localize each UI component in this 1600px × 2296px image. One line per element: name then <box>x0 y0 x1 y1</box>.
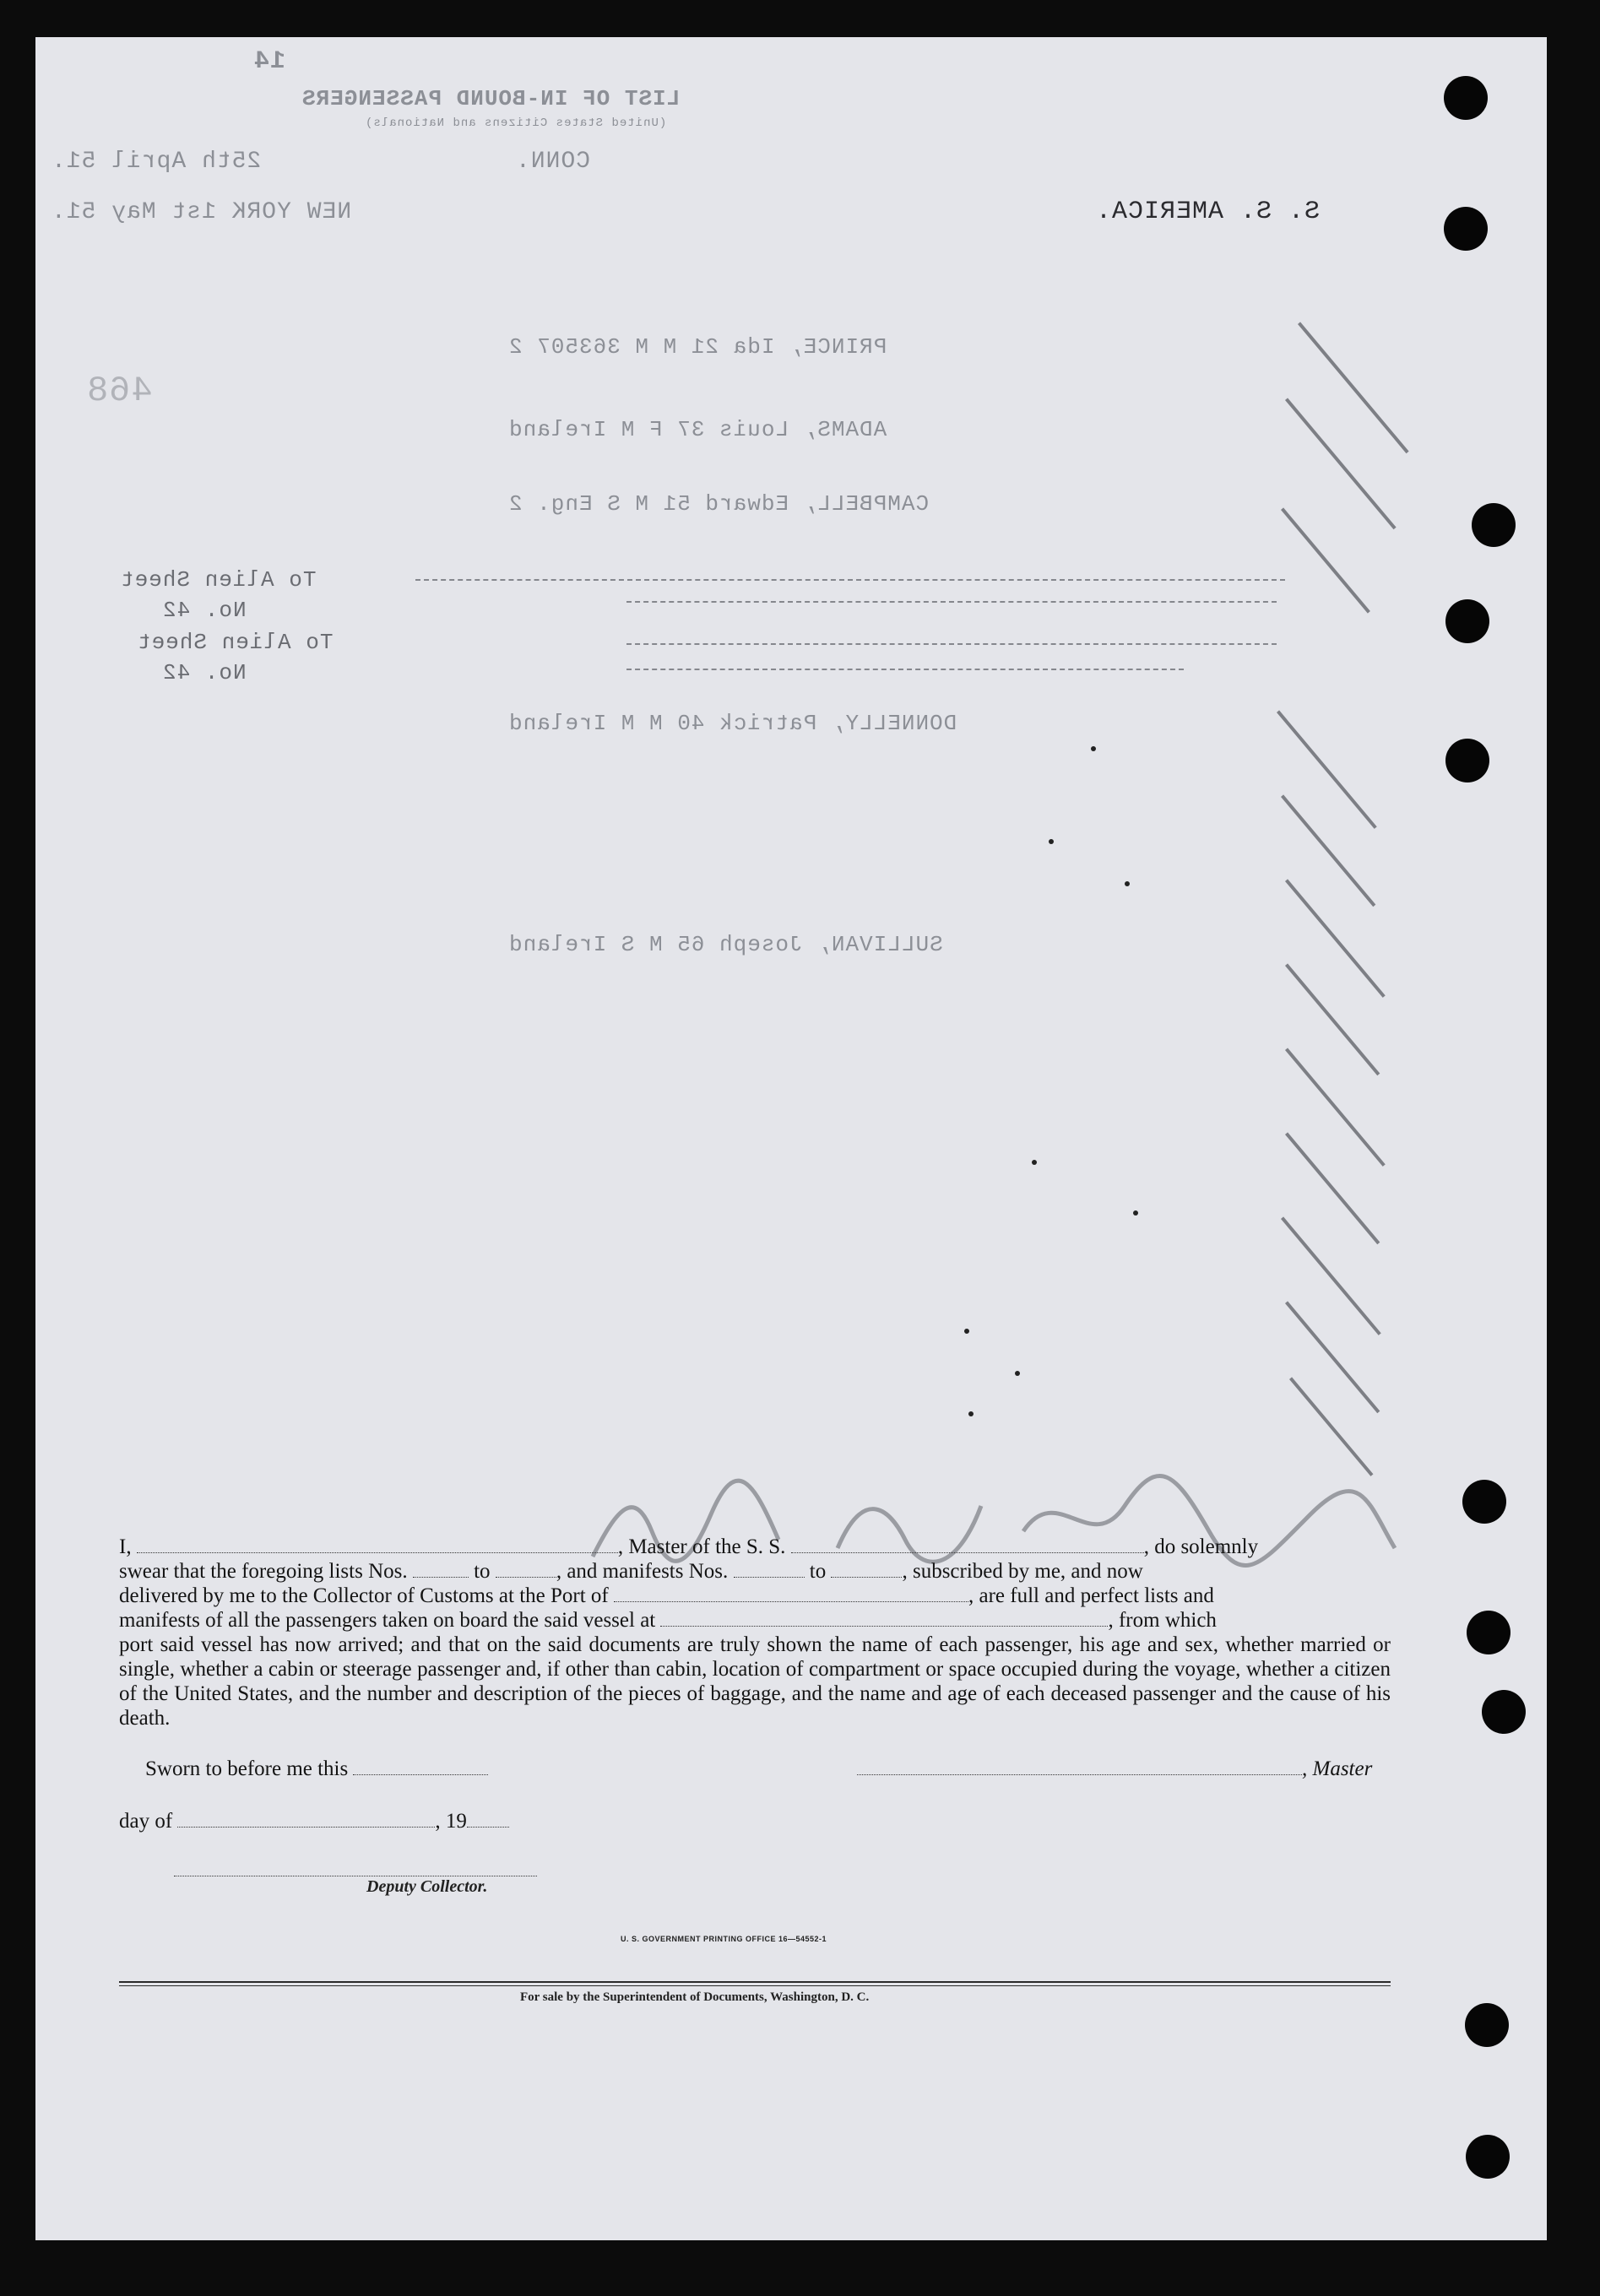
oath-line-3 <box>119 1584 1391 1608</box>
bleed-row-2-text: ADAMS, Louis 37 F M Ireland <box>508 417 887 442</box>
oath-text: manifests of all the passengers taken on board the said vessel at <box>119 1609 656 1632</box>
bleed-row-2 <box>508 417 887 442</box>
slash-mark <box>1281 1216 1381 1335</box>
bleed-margin-note-3 <box>137 630 333 655</box>
bleed-margin-note-3-text: To Alien Sheet <box>137 630 334 655</box>
ink-dot <box>1032 1160 1037 1165</box>
binder-hole <box>1482 1690 1526 1734</box>
bleed-margin-note-2-text: No. 42 <box>162 598 247 623</box>
bleed-arrival <box>51 199 351 225</box>
day-of-label: day of <box>119 1810 173 1833</box>
strike-line-1 <box>415 579 1285 581</box>
departure-port-blank[interactable] <box>660 1611 1108 1627</box>
oath-text: , are full and perfect lists and <box>968 1584 1214 1607</box>
bleed-header-sub-text: (United States Citizens and Nationals) <box>365 116 667 130</box>
bleed-margin-note-4-text: No. 42 <box>162 660 247 685</box>
footer-rule-top <box>119 1981 1391 1983</box>
bleed-margin-note-1 <box>120 567 316 593</box>
sworn-day-blank[interactable] <box>353 1759 488 1775</box>
binder-hole <box>1444 76 1488 120</box>
manifest-to-blank[interactable] <box>831 1562 902 1578</box>
bleed-date-left <box>51 149 261 175</box>
bleed-margin-note-2 <box>162 598 247 623</box>
bleed-header-title <box>301 86 680 111</box>
master-signature-row <box>857 1757 1372 1781</box>
bleed-row-3-text: CAMPBELL, Edward 51 M S Eng. 2 <box>508 491 930 517</box>
year-blank[interactable] <box>467 1811 509 1828</box>
manifest-from-blank[interactable] <box>734 1562 805 1578</box>
master-name-blank[interactable] <box>137 1537 618 1553</box>
binder-hole <box>1472 503 1516 547</box>
ink-dot <box>964 1329 969 1334</box>
list-from-blank[interactable] <box>413 1562 469 1578</box>
master-label: , Master <box>1302 1757 1373 1780</box>
bleed-ship <box>1095 198 1320 226</box>
ink-dot <box>1133 1210 1138 1216</box>
oath-line-2 <box>119 1559 1391 1584</box>
bleed-arrival-text: NEW YORK 1st May 51. <box>51 199 352 225</box>
sworn-row <box>145 1757 488 1781</box>
bleed-row-5-text: SULLIVAN, Joseph 65 M S Ireland <box>508 932 943 957</box>
binder-hole <box>1467 1611 1511 1654</box>
bleed-row-1-text: PRINCE, Ida 21 M M 363507 2 <box>508 334 887 360</box>
oath-text: I, <box>119 1535 132 1558</box>
oath-text: , subscribed by me, and now <box>902 1560 1143 1583</box>
bleed-row-4 <box>508 711 957 736</box>
oath-line-4 <box>119 1608 1391 1633</box>
oath-text: delivered by me to the Collector of Customs at the Port of <box>119 1584 609 1607</box>
bleed-row-4-text: DONNELLY, Patrick 40 M M Ireland <box>508 711 957 736</box>
master-oath <box>119 1535 1391 1730</box>
bleed-margin-note-4 <box>162 660 247 685</box>
bleed-row-1 <box>508 334 887 360</box>
bleed-date-left-text: 25th April 51. <box>51 149 262 175</box>
oath-text: to <box>809 1560 827 1583</box>
slash-mark <box>1285 963 1380 1075</box>
slash-mark <box>1281 507 1370 613</box>
oath-text: , and manifests Nos. <box>556 1560 729 1583</box>
bleed-code-text: 468 <box>86 371 153 411</box>
slash-mark <box>1277 710 1377 828</box>
ink-dot <box>968 1411 974 1416</box>
binder-hole <box>1445 739 1489 782</box>
bleed-header-sub <box>365 116 666 130</box>
ink-dot <box>1015 1371 1020 1376</box>
oath-text: swear that the foregoing lists Nos. <box>119 1560 408 1583</box>
strike-line-2 <box>626 601 1277 603</box>
bleed-code <box>86 371 153 411</box>
sworn-label: Sworn to before me this <box>145 1757 349 1780</box>
slash-mark <box>1285 1132 1380 1244</box>
strike-line-4 <box>626 669 1184 670</box>
bleed-margin-note-1-text: To Alien Sheet <box>120 567 317 593</box>
binder-hole <box>1445 599 1489 643</box>
oath-text: to <box>474 1560 491 1583</box>
bleed-date-mid-text: CONN. <box>515 149 591 175</box>
binder-hole <box>1462 1480 1506 1524</box>
bleed-ship-text: S. S. AMERICA. <box>1095 198 1321 226</box>
month-blank[interactable] <box>177 1811 435 1828</box>
bleed-list-no <box>253 47 285 76</box>
bleed-row-3 <box>508 491 929 517</box>
oath-text: , Master of the S. S. <box>617 1535 786 1558</box>
oath-text: , from which <box>1108 1609 1217 1632</box>
bleed-header-title-text: LIST OF IN-BOUND PASSENGERS <box>301 86 681 111</box>
bleed-row-5 <box>508 932 943 957</box>
list-to-blank[interactable] <box>496 1562 556 1578</box>
ship-name-blank[interactable] <box>791 1537 1144 1553</box>
deputy-collector-label: Deputy Collector. <box>366 1877 488 1896</box>
bleed-date-mid <box>515 149 590 175</box>
year-label: , 19 <box>435 1810 467 1833</box>
oath-text: , do solemnly <box>1143 1535 1259 1558</box>
binder-hole <box>1444 207 1488 251</box>
oath-line-1 <box>119 1535 1391 1559</box>
binder-hole <box>1465 2003 1509 2047</box>
ink-dot <box>1125 881 1130 886</box>
footer-rule-bottom <box>119 1985 1391 1986</box>
master-signature-blank[interactable] <box>857 1759 1302 1775</box>
printing-office-imprint: U. S. GOVERNMENT PRINTING OFFICE 16—54552-1 <box>621 1935 827 1943</box>
oath-body: port said vessel has now arrived; and that on the said documents are truly shown the name of each passenger, his age and sex, whether married or single, whether a cabin or steerage passenger and, if other than cabin, location of compartment or space occupied during the voyage, whether a citizen of the United States, and the number and description of the pieces of baggage, and the name and age of each deceased passenger and the cause of his death. <box>119 1633 1391 1730</box>
day-of-row <box>119 1810 509 1833</box>
binder-hole <box>1466 2135 1510 2179</box>
ink-dot <box>1091 746 1096 751</box>
bleed-list-no-text: 14 <box>253 47 286 76</box>
for-sale-notice: For sale by the Superintendent of Documents, Washington, D. C. <box>520 1990 870 2004</box>
ink-dot <box>1049 839 1054 844</box>
strike-line-3 <box>626 643 1277 645</box>
port-blank[interactable] <box>614 1586 968 1602</box>
document-page <box>35 37 1547 2240</box>
